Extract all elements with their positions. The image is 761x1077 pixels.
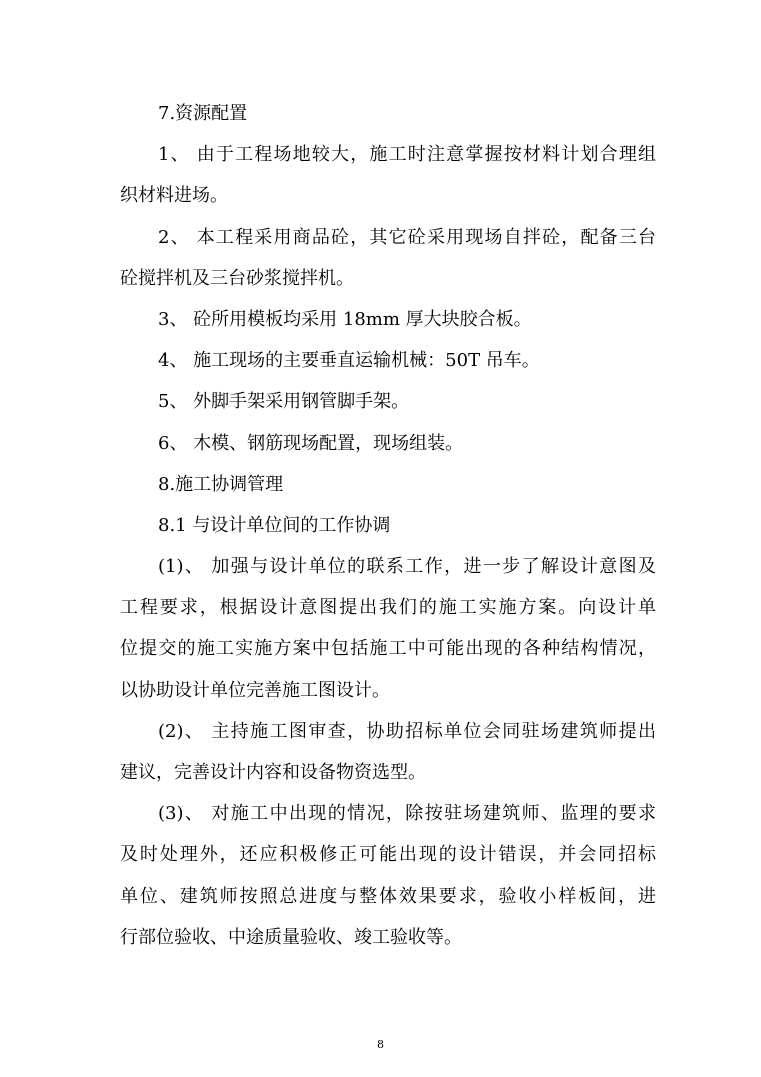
paragraph-line: 建议，完善设计内容和设备物资选型。 — [120, 762, 426, 783]
paragraph-first-line: 2、 本工程采用商品砼，其它砼采用现场自拌砼，配备三台 — [158, 226, 656, 248]
paragraph — [120, 93, 656, 134]
paragraph-first-line: 4、 施工现场的主要垂直运输机械：50T 吊车。 — [158, 350, 540, 372]
paragraph-first-line: 8.1 与设计单位间的工作协调 — [158, 514, 391, 536]
paragraph — [120, 340, 656, 381]
paragraph-first-line: (2)、 主持施工图审查，协助招标单位会同驻场建筑师提出 — [158, 720, 656, 742]
page-number: 8 — [377, 1038, 384, 1051]
paragraph — [120, 505, 656, 546]
paragraph-first-line: (3)、 对施工中出现的情况，除按驻场建筑师、监理的要求 — [158, 803, 656, 825]
paragraph — [120, 381, 656, 422]
paragraph — [120, 546, 656, 711]
paragraph — [120, 464, 656, 505]
paragraph-line: 砼搅拌机及三台砂浆搅拌机。 — [120, 267, 354, 289]
paragraph-first-line: 5、 外脚手架采用钢管脚手架。 — [158, 391, 410, 413]
paragraph — [120, 299, 656, 340]
paragraph-first-line: 1、 由于工程场地较大，施工时注意掌握按材料计划合理组 — [158, 144, 656, 166]
paragraph-first-line: 6、 木模、钢筋现场配置，现场组装。 — [158, 432, 464, 454]
paragraph-line: 工程要求，根据设计意图提出我们的施工实施方案。向设计单 — [120, 597, 656, 619]
paragraph-first-line: 3、 砼所用模板均采用 18mm 厚大块胶合板。 — [158, 308, 532, 330]
paragraph — [120, 423, 656, 464]
paragraph — [120, 793, 656, 958]
paragraph-line: 位提交的施工实施方案中包括施工中可能出现的各种结构情况， — [120, 638, 656, 660]
paragraph-line: 织材料进场。 — [120, 185, 228, 207]
paragraph-line: 及时处理外，还应积极修正可能出现的设计错误，并会同招标 — [120, 844, 656, 866]
paragraph — [120, 711, 656, 793]
paragraph — [120, 217, 656, 299]
paragraph-line: 单位、建筑师按照总进度与整体效果要求，验收小样板间，进 — [120, 885, 656, 907]
document-body — [120, 93, 656, 958]
paragraph-line: 以协助设计单位完善施工图设计。 — [120, 679, 390, 701]
paragraph — [120, 134, 656, 216]
paragraph-first-line: 8.施工协调管理 — [158, 473, 284, 495]
paragraph-line: 行部位验收、中途质量验收、竣工验收等。 — [120, 926, 462, 948]
paragraph-first-line: (1)、 加强与设计单位的联系工作，进一步了解设计意图及 — [158, 556, 656, 578]
paragraph-first-line: 7.资源配置 — [158, 103, 248, 124]
